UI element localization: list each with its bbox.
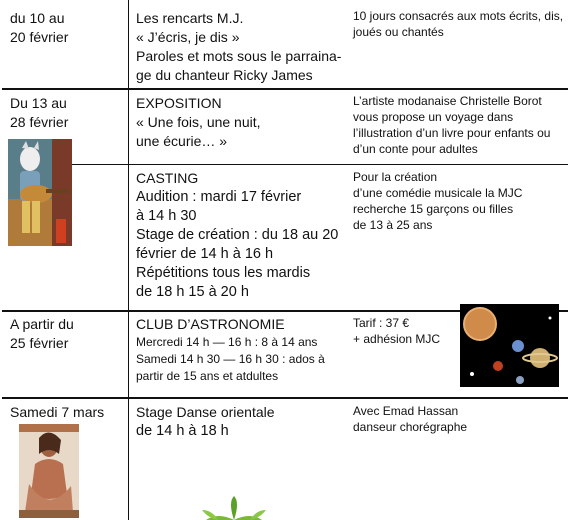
- row-event: CLUB D’ASTRONOMIE Mercredi 14 h — 16 h : 8 à 14 ans Samedi 14 h 30 — 16 h 30 : ados à partir de 15 ans et atdultes: [136, 315, 348, 385]
- row-event: Stage Danse orientale de 14 h à 18 h: [136, 403, 348, 441]
- row-divider: [2, 88, 568, 90]
- event-title: Stage Danse orientale: [136, 404, 275, 420]
- row-divider: [70, 164, 568, 165]
- row-event: EXPOSITION « Une fois, une nuit, une écurie… »: [136, 94, 348, 151]
- solar-system-image: [460, 304, 559, 387]
- event-title: Les rencarts M.J.: [136, 10, 244, 26]
- row-divider: [2, 397, 568, 399]
- row-description: 10 jours consacrés aux mots écrits, dis, joués ou chantés: [353, 9, 564, 39]
- row-date: Du 13 au 28 février: [10, 95, 69, 130]
- row-date: Samedi 7 mars: [10, 404, 105, 420]
- row-event: Les rencarts M.J. « J’écris, je dis » Paroles et mots sous le parraina- ge du chanteur Ricky James: [136, 9, 348, 85]
- row-description: Pour la création d’une comédie musicale la MJC recherche 15 garçons ou filles de 13 à 25 ans: [353, 170, 523, 232]
- exhibition-illustration: [8, 139, 72, 246]
- row-date: A partir du 25 février: [10, 316, 74, 351]
- event-title: CLUB D’ASTRONOMIE: [136, 316, 285, 332]
- row-date: du 10 au 20 février: [10, 10, 69, 45]
- leaf-logo: [198, 496, 270, 520]
- row-event: CASTING Audition : mardi 17 février à 14 h 30 Stage de création : du 18 au 20 février de 14 h à 16 h Répétitions tous les mardis de 18 h 15 à 20 h: [136, 169, 348, 302]
- row-description: Tarif : 37 € + adhésion MJC: [353, 316, 441, 346]
- dancer-illustration: [19, 424, 79, 518]
- event-title: EXPOSITION: [136, 95, 222, 111]
- row-description: L’artiste modanaise Christelle Borot vous propose un voyage dans l’illustration d’un livre pour enfants ou d’un conte pour adultes: [353, 94, 551, 156]
- event-title: CASTING: [136, 170, 199, 186]
- row-description: Avec Emad Hassan danseur chorégraphe: [353, 404, 468, 434]
- column-divider: [128, 0, 129, 520]
